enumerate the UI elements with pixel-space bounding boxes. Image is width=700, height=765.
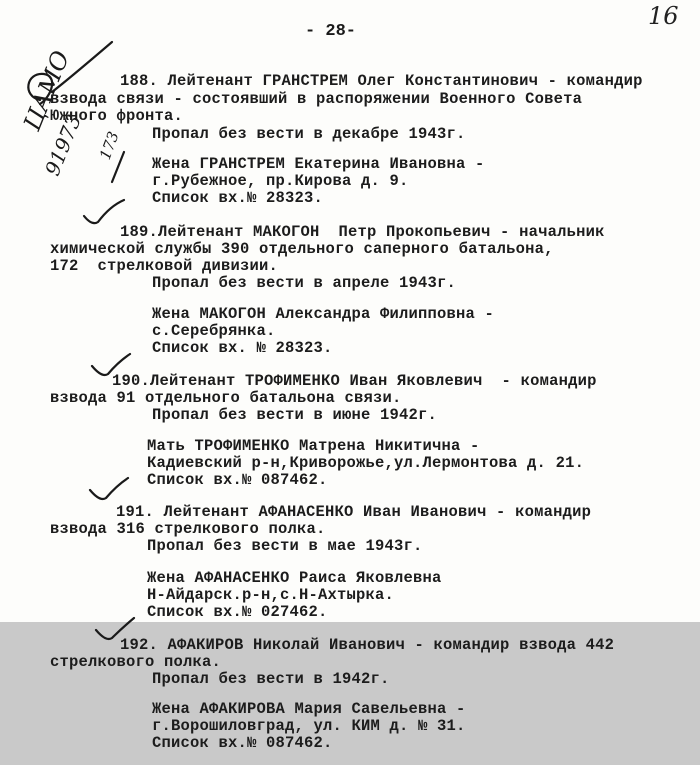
entry-191-list: Список вх.№ 027462. (147, 603, 328, 621)
entry-191-address: Н-Айдарск.р-н,с.Н-Ахтырка. (147, 586, 395, 604)
check-mark-191 (90, 478, 128, 499)
handwritten-fond-number: 91973 (40, 111, 87, 179)
entry-190-relative: Мать ТРОФИМЕНКО Матрена Никитична - (147, 437, 480, 455)
entry-189-address: с.Серебрянка. (152, 322, 276, 340)
entry-188-relative: Жена ГРАНСТРЕМ Екатерина Ивановна - (152, 155, 485, 173)
entry-189-line-3: 172 стрелковой дивизии. (50, 257, 279, 275)
entry-188-list: Список вх.№ 28323. (152, 189, 324, 207)
entry-188-address: г.Рубежное, пр.Кирова д. 9. (152, 172, 409, 190)
entry-191-line-1: 191. Лейтенант АФАНАСЕНКО Иван Иванович - командир (116, 503, 592, 521)
entry-192-relative: Жена АФАКИРОВА Мария Савельевна - (152, 700, 466, 718)
entry-191-line-2: взвода 316 стрелкового полка. (50, 520, 326, 538)
entry-191-status: Пропал без вести в мае 1943г. (147, 537, 423, 555)
entry-192-status: Пропал без вести в 1942г. (152, 670, 390, 688)
entry-188-line-2: взвода связи - состоявший в распоряжении Военного Совета (50, 90, 583, 108)
entry-189-status: Пропал без вести в апреле 1943г. (152, 274, 457, 292)
entry-189-line-1: 189.Лейтенант МАКОГОН Петр Прокопьевич - начальник (120, 223, 605, 241)
entry-189-relative: Жена МАКОГОН Александра Филипповна - (152, 305, 495, 323)
check-mark-189 (84, 200, 124, 223)
entry-191-relative: Жена АФАНАСЕНКО Раиса Яковлевна (147, 569, 442, 587)
entry-189-list: Список вх. № 28323. (152, 339, 333, 357)
entry-192-address: г.Ворошиловград, ул. КИМ д. № 31. (152, 717, 466, 735)
check-mark-188 (52, 42, 112, 92)
entry-192-list: Список вх.№ 087462. (152, 734, 333, 752)
entry-190-list: Список вх.№ 087462. (147, 471, 328, 489)
swirl-mark (28, 74, 52, 104)
entry-190-status: Пропал без вести в июне 1942г. (152, 406, 438, 424)
entry-189-line-2: химической службы 390 отдельного саперного батальона, (50, 240, 554, 258)
entry-192-line-1: 192. АФАКИРОВ Николай Иванович - командир взвода 442 (120, 636, 615, 654)
page-number: - 28- (305, 22, 357, 41)
archive-page-number: 16 (648, 2, 679, 30)
entry-190-address: Кадиевский р-н,Криворожье,ул.Лермонтова д. 21. (147, 454, 585, 472)
entry-188-line-1: 188. Лейтенант ГРАНСТРЕМ Олег Константинович - командир (120, 72, 643, 90)
pen-stroke (112, 152, 124, 182)
handwritten-opis-number: 173 (96, 129, 123, 163)
entry-192-line-2: стрелкового полка. (50, 653, 222, 671)
entry-188-line-3: Южного фронта. (50, 107, 184, 125)
entry-190-line-2: взвода 91 отдельного батальона связи. (50, 389, 402, 407)
handwritten-archive-ref: ЦАМО (18, 46, 76, 135)
entry-188-status: Пропал без вести в декабре 1943г. (152, 125, 466, 143)
entry-190-line-1: 190.Лейтенант ТРОФИМЕНКО Иван Яковлевич - командир (112, 372, 597, 390)
